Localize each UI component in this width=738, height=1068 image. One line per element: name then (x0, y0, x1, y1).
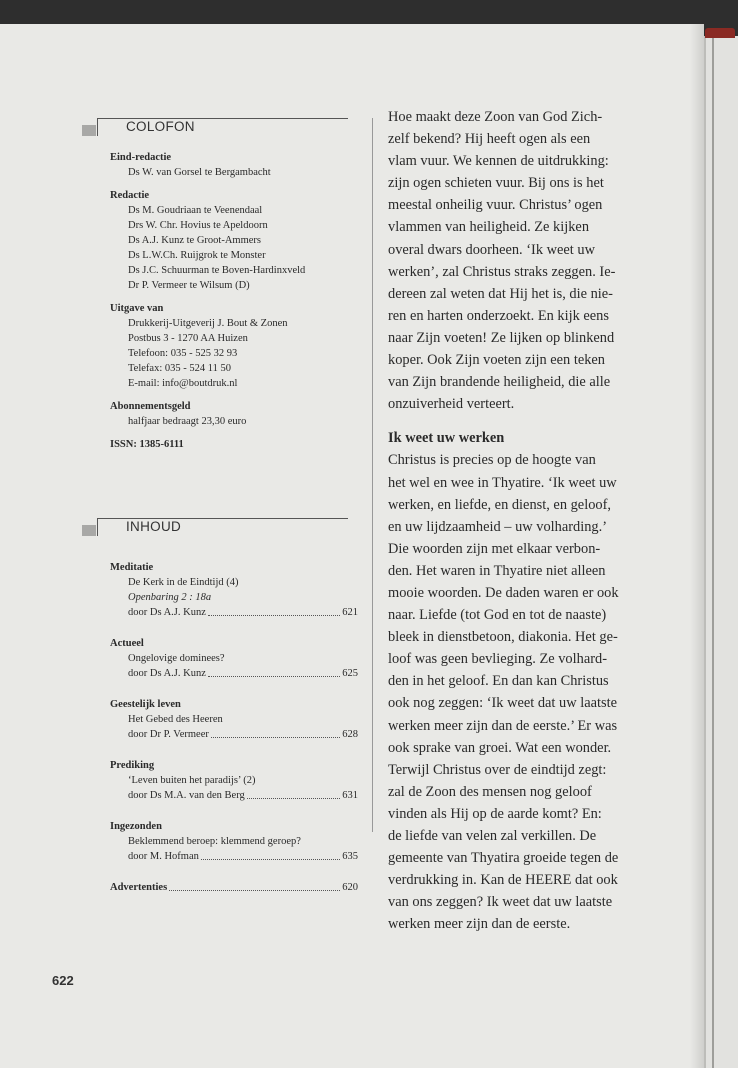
toc-page: 628 (342, 729, 358, 740)
redactie-line: Ds A.J. Kunz te Groot-Ammers (128, 235, 261, 246)
redactie-label: Redactie (110, 190, 150, 201)
article-line: werken’, zal Christus straks zeggen. Ie- (388, 263, 616, 280)
article-line: Die woorden zijn met elkaar verbon- (388, 540, 601, 557)
redactie-line: Ds J.C. Schuurman te Boven-Hardinxveld (128, 265, 306, 276)
toc-section-actueel: Actueel (110, 638, 144, 649)
article-line: den. Het waren in Thyatire niet alleen (388, 562, 606, 579)
toc-page: 631 (342, 790, 358, 801)
article-line: gemeente van Thyatira groeide tegen de (388, 850, 619, 867)
article-line: naar Zijn voeten! Ze lijken op blinkend (388, 329, 615, 346)
toc-leader-dots (201, 849, 340, 860)
toc-author: door Ds A.J. Kunz (128, 668, 206, 679)
toc-leader-dots (247, 788, 340, 799)
uitgave-line: Telefax: 035 - 524 11 50 (128, 363, 231, 374)
article-line: ook nog zeggen: ‘Ik weet dat uw laatste (388, 695, 617, 712)
article-line: werken meer zijn dan de eerste.’ Er was (388, 717, 618, 734)
toc-entry-author (110, 605, 358, 620)
toc-entry-author (110, 849, 358, 864)
article-line: overal dwars doorheen. ‘Ik weet uw (388, 241, 595, 258)
inhoud-header (82, 518, 348, 532)
toc-author: door M. Hofman (128, 851, 199, 862)
redactie-line: Ds L.W.Ch. Ruijgrok te Monster (128, 250, 266, 261)
article-line: onzuiverheid verteert. (388, 396, 515, 413)
toc-author: door Ds M.A. van den Berg (128, 790, 245, 801)
redactie-line: Ds M. Goudriaan te Veenendaal (128, 205, 263, 216)
article-body (388, 106, 666, 935)
article-line: bleek in dienstbetoon, diakonia. Het ge- (388, 629, 618, 646)
uitgave-line: Telefoon: 035 - 525 32 93 (128, 348, 238, 359)
article-line: Terwijl Christus over de eindtijd zegt: (388, 761, 607, 778)
uitgave-line: Postbus 3 - 1270 AA Huizen (128, 333, 248, 344)
article-line: den in het geloof. En dan kan Christus (388, 673, 609, 690)
toc-page: 635 (342, 851, 358, 862)
paragraph-gap (388, 415, 666, 427)
toc-section-advertenties (110, 880, 358, 895)
toc-author: door Ds A.J. Kunz (128, 607, 206, 618)
article-line: dereen zal weten dat Hij het is, die nie- (388, 285, 613, 302)
toc-section-geestelijk-leven: Geestelijk leven (110, 699, 181, 710)
toc-leader-dots (208, 605, 340, 616)
abonnement-line: halfjaar bedraagt 23,30 euro (128, 416, 247, 427)
toc-entry-author (110, 666, 358, 681)
eind-redactie-line: Ds W. van Gorsel te Bergambacht (128, 167, 271, 178)
colofon-block (110, 150, 358, 452)
article-line: ook sprake van groei. Wat een wonder. (388, 739, 612, 756)
redactie-line: Dr P. Vermeer te Wilsum (D) (128, 280, 250, 291)
toc-page: 625 (342, 668, 358, 679)
uitgave-line: E-mail: info@boutdruk.nl (128, 378, 238, 389)
column-divider (372, 118, 373, 832)
article-line: vlammen van heiligheid. Ze kijken (388, 219, 590, 236)
article-line: en uw lijdzaamheid – uw volharding.’ (388, 518, 608, 535)
issn: ISSN: 1385-6111 (110, 439, 184, 450)
page-gutter-shadow (690, 24, 704, 1068)
article-line: mooie woorden. De daden waren er ook (388, 584, 619, 601)
article-line: verdrukking in. Kan de HEERE dat ook (388, 872, 618, 889)
header-rule-vertical (97, 118, 98, 136)
toc-section-meditatie: Meditatie (110, 562, 154, 573)
inhoud-block (110, 560, 358, 895)
article-line: van Zijn brandende heiligheid, die alle (388, 374, 611, 391)
article-line: van ons zeggen? Ik weet dat uw laatste (388, 894, 613, 911)
toc-entry-subtitle: Openbaring 2 : 18a (128, 592, 212, 603)
abonnement-label: Abonnementsgeld (110, 401, 191, 412)
page-stack-line (712, 36, 714, 1068)
toc-entry-author (110, 727, 358, 742)
toc-leader-dots (211, 727, 340, 738)
toc-entry-title: Ongelovige dominees? (128, 653, 225, 664)
toc-author: door Dr P. Vermeer (128, 729, 209, 740)
section-marker (82, 525, 96, 536)
article-line: het wel en wee in Thyatire. ‘Ik weet uw (388, 474, 617, 491)
toc-entry-title: Het Gebed des Heeren (128, 714, 223, 725)
colofon-title: COLOFON (126, 119, 195, 134)
section-marker (82, 125, 96, 136)
toc-section-prediking: Prediking (110, 760, 155, 771)
article-line: vinden als Hij op de aarde komt? En: (388, 805, 602, 822)
uitgave-label: Uitgave van (110, 303, 164, 314)
article-line: koper. Ook Zijn voeten zijn een teken (388, 352, 605, 369)
toc-section-ingezonden: Ingezonden (110, 821, 162, 832)
eind-redactie-label: Eind-redactie (110, 152, 172, 163)
toc-page: 621 (342, 607, 358, 618)
toc-page: 620 (342, 882, 358, 893)
article-line: ren en harten onderzoekt. En kijk eens (388, 307, 609, 324)
redactie-line: Drs W. Chr. Hovius te Apeldoorn (128, 220, 268, 231)
toc-entry-title: De Kerk in de Eindtijd (4) (128, 577, 239, 588)
article-line: meestal onheilig vuur. Christus’ ogen (388, 197, 603, 214)
article-line: zal de Zoon des mensen nog geloof (388, 783, 592, 800)
toc-leader-dots (208, 666, 340, 677)
toc-entry-title: Beklemmend beroep: klemmend geroep? (128, 836, 301, 847)
header-rule-vertical (97, 518, 98, 536)
bookmark-ribbon (705, 28, 735, 38)
article-line: werken, en liefde, en dienst, en geloof, (388, 496, 611, 513)
article-line: zijn ogen schieten vuur. Bij ons is het (388, 175, 604, 192)
toc-entry-title: ‘Leven buiten het paradijs’ (2) (128, 775, 256, 786)
article-line: zelf bekend? Hij heeft ogen als een (388, 131, 591, 148)
toc-leader-dots (169, 880, 340, 891)
article-line: Hoe maakt deze Zoon van God Zich- (388, 109, 603, 125)
article-line: Christus is precies op de hoogte van (388, 452, 596, 469)
article-subheading: Ik weet uw werken (388, 430, 505, 447)
uitgave-line: Drukkerij-Uitgeverij J. Bout & Zonen (128, 318, 288, 329)
article-line: de liefde van velen zal verkillen. De (388, 828, 597, 844)
toc-entry-author (110, 788, 358, 803)
toc-advertenties-label: Advertenties (110, 882, 168, 893)
page-stack-edge (704, 36, 738, 1068)
colofon-header (82, 118, 348, 132)
inhoud-title: INHOUD (126, 519, 182, 534)
article-line: werken meer zijn dan de eerste. (388, 916, 571, 933)
article-line: loof was geen bevlieging. Ze volhard- (388, 651, 607, 668)
article-line: vlam vuur. We kennen de uitdrukking: (388, 153, 609, 170)
page-number: 622 (52, 973, 74, 988)
article-line: naar. Liefde (tot God en tot de naaste) (388, 607, 607, 624)
